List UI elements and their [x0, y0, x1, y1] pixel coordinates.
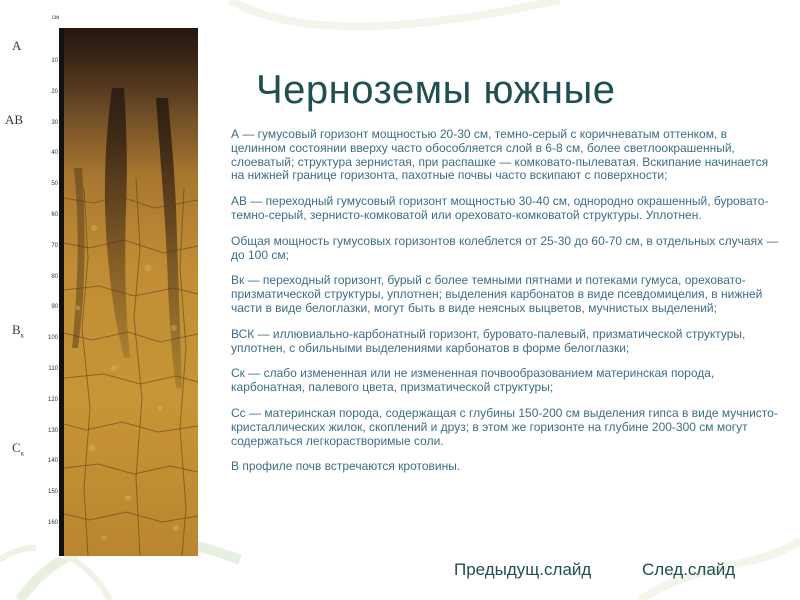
horizon-label-ab: AB	[5, 112, 24, 127]
paragraph-bk-horizon: Вк — переходный горизонт, бурый с более темными пятнами и потеками гумуса, ореховато-призматической структуры, уплотнен; выделения карбонатов в виде псевдомицелия, в нижней части в виде белоглазки, могут быть в виде неясных выцветов, мучнистых выделений;	[231, 273, 763, 315]
depth-tick: 10	[51, 58, 58, 64]
depth-tick: 140	[47, 458, 58, 465]
depth-tick: 20	[51, 88, 58, 95]
depth-tick: 100	[47, 335, 58, 342]
paragraph-ck-horizon: Ск — слабо измененная или не измененная почвообразованием материнская порода, карбонатная, палевого цвета, призматической структуры;	[231, 366, 715, 395]
paragraph-cc-horizon: Сс — материнская порода, содержащая с глубины 150-200 см выделения гипса в виде мучнисто-кристаллических жилок, скоплений и друз; в этом же горизонте на глубине 200-300 см могут содержаться легкорастворимые соли.	[231, 405, 778, 448]
depth-tick: 130	[47, 427, 58, 434]
paragraph-humus-thickness: Общая мощность гумусовых горизонтов колеблется от 25-30 до 60-70 см, в отдельных случаях — до 100 см;	[231, 233, 779, 262]
paragraph-bck-horizon: ВСК — иллювиально-карбонатный горизонт, буровато-палевый, призматической структуры, уплотнен, с обильными выделениями карбонатов в форме белоглазки;	[231, 326, 746, 355]
depth-tick: 120	[47, 396, 58, 403]
horizon-label-ck: $C_к$	[12, 440, 25, 458]
depth-tick: 50	[51, 181, 58, 188]
depth-tick: 150	[47, 489, 58, 496]
paragraph-krotoviny: В профиле почв встречаются кротовины.	[231, 459, 461, 474]
depth-unit-label: см	[52, 15, 60, 21]
depth-tick: 40	[51, 150, 58, 157]
depth-tick: 80	[51, 273, 58, 280]
soil-profile-image	[64, 28, 198, 556]
depth-tick: 90	[51, 304, 58, 311]
depth-tick: 30	[51, 119, 58, 126]
next-slide-link[interactable]: След.слайд	[642, 560, 736, 579]
depth-tick: 160	[47, 520, 58, 526]
horizon-label-bk: $B_к$	[12, 322, 25, 340]
paragraph-ab-horizon: АВ — переходный гумусовый горизонт мощностью 30-40 см, однородно окрашенный, буровато-темно-серый, зернисто-комковатой или ореховато-комковатой структуры. Уплотнен.	[231, 194, 769, 222]
depth-tick: 60	[51, 212, 58, 218]
horizon-label-a: A	[12, 38, 22, 53]
slide-title: Черноземы южные	[256, 68, 616, 112]
paragraph-a-horizon: А — гумусовый горизонт мощностью 20-30 см, темно-серый с коричневатым оттенком, в целинном состоянии вверху часто обособляется слой в 6-8 см, более светлоокрашенный, слоеватый; структура зернистая, при распашке — комковато-пылеватая. Вскипание начинается на нижней границе горизонта, пахотные почвы часто вскипают с поверхности;	[231, 127, 769, 183]
depth-tick: 70	[51, 242, 58, 249]
prev-slide-link[interactable]: Предыдущ.слайд	[454, 560, 592, 579]
content-area	[231, 128, 783, 486]
depth-tick: 110	[48, 366, 58, 372]
